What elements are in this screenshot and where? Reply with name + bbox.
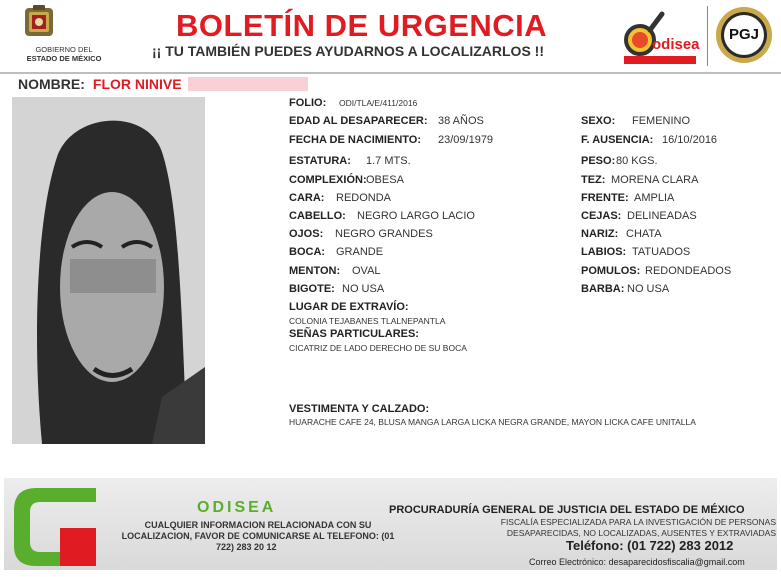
- hair-value: NEGRO LARGO LACIO: [357, 210, 475, 222]
- mouth-label: BOCA:: [289, 246, 326, 258]
- height-value: 1.7 MTS.: [366, 155, 411, 167]
- phone-number: Teléfono: (01 722) 283 2012: [566, 538, 734, 553]
- fiscalia-line-1: FISCALÍA ESPECIALIZADA PARA LA INVESTIGACIÓN DE PERSONAS: [500, 517, 776, 527]
- eye-redaction: [70, 259, 156, 293]
- mouth-value: GRANDE: [336, 246, 384, 258]
- complexion-tone-value: MORENA CLARA: [611, 174, 699, 186]
- bulletin-title: BOLETÍN DE URGENCIA: [176, 8, 548, 43]
- absence-date-value: 16/10/2016: [662, 134, 718, 146]
- complexion-tone-label: TEZ:: [581, 174, 606, 186]
- birthdate-value: 23/09/1979: [438, 134, 494, 146]
- name-row: [18, 76, 308, 92]
- birthdate-label: FECHA DE NACIMIENTO:: [289, 134, 421, 146]
- absence-date-label: F. AUSENCIA:: [581, 134, 654, 146]
- logo-divider: [707, 6, 708, 66]
- eyebrows-value: DELINEADAS: [627, 210, 697, 222]
- pgj-logo-text: PGJ: [728, 26, 759, 43]
- gov-logo-line-1: GOBIERNO DEL: [35, 45, 93, 54]
- chin-label: MENTON:: [289, 265, 341, 277]
- missing-person-photo: [12, 97, 205, 444]
- marks-label: SEÑAS PARTICULARES:: [289, 328, 419, 340]
- age-value: 38 AÑOS: [438, 115, 484, 127]
- bulletin-subtitle: ¡¡ TU TAMBIÉN PUEDES AYUDARNOS A LOCALIZARLOS !!: [152, 43, 544, 59]
- cheekbones-label: POMULOS:: [581, 265, 641, 277]
- fiscalia-name: [476, 517, 776, 538]
- build-value: OBESA: [366, 174, 404, 186]
- eyebrows-label: CEJAS:: [581, 210, 622, 222]
- mustache-value: NO USA: [342, 283, 385, 295]
- email-address[interactable]: desaparecidosfiscalia@gmail.com: [608, 557, 745, 567]
- weight-value: 80 KGS.: [616, 155, 658, 167]
- face-value: REDONDA: [336, 192, 392, 204]
- procuraduria-name: PROCURADURÍA GENERAL DE JUSTICIA DEL ESTADO DE MÉXICO: [389, 504, 745, 516]
- cheekbones-value: REDONDEADOS: [645, 265, 732, 277]
- mustache-label: BIGOTE:: [289, 283, 335, 295]
- email-row: [529, 557, 745, 567]
- g-logo-icon: [8, 480, 100, 570]
- place-value: COLONIA TEJABANES TLALNEPANTLA: [289, 316, 446, 326]
- chin-value: OVAL: [352, 265, 381, 277]
- height-label: ESTATURA:: [289, 155, 351, 167]
- age-label: EDAD AL DESAPARECER:: [289, 115, 428, 127]
- beard-value: NO USA: [627, 283, 670, 295]
- sex-value: FEMENINO: [632, 115, 691, 127]
- contact-line-1: CUALQUIER INFORMACION RELACIONADA CON SU: [144, 520, 372, 530]
- folio-value: ODI/TLA/E/411/2016: [339, 98, 418, 108]
- odisea-logo: [622, 6, 702, 66]
- sex-label: SEXO:: [581, 115, 616, 127]
- eyes-value: NEGRO GRANDES: [335, 228, 433, 240]
- name-label: NOMBRE:: [18, 76, 85, 92]
- contact-line-2: LOCALIZACION, FAVOR DE COMUNICARSE AL TELEFONO: (01: [121, 531, 395, 541]
- eyes-label: OJOS:: [289, 228, 324, 240]
- pgj-logo: [714, 5, 774, 65]
- clothing-value: HUARACHE CAFE 24, BLUSA MANGA LARGA LICKA NEGRA GRANDE, MAYON LICKA CAFE UNITALLA: [289, 417, 696, 427]
- forehead-value: AMPLIA: [634, 192, 675, 204]
- lips-label: LABIOS:: [581, 246, 627, 258]
- lips-value: TATUADOS: [632, 246, 691, 258]
- state-crest-icon: [22, 4, 56, 38]
- name-value: FLOR NINIVE: [92, 76, 182, 92]
- folio-label: FOLIO:: [289, 97, 327, 109]
- hair-label: CABELLO:: [289, 210, 346, 222]
- odisea-footer-title: ODISEA: [197, 499, 277, 516]
- fiscalia-line-2: DESAPARECIDAS, NO LOCALIZADAS, AUSENTES Y EXTRAVIADAS: [506, 527, 776, 538]
- gov-logo-line-2: ESTADO DE MÉXICO: [26, 54, 102, 63]
- nose-label: NARIZ:: [581, 228, 619, 240]
- odisea-logo-text: odisea: [652, 36, 700, 53]
- name-redaction: [188, 77, 308, 91]
- forehead-label: FRENTE:: [581, 192, 629, 204]
- marks-value: CICATRIZ DE LADO DERECHO DE SU BOCA: [289, 343, 467, 353]
- g-logo: [8, 480, 100, 570]
- contact-instructions: [108, 520, 408, 553]
- clothing-label: VESTIMENTA Y CALZADO:: [289, 403, 430, 415]
- build-label: COMPLEXIÓN:: [289, 174, 367, 186]
- government-logo: [22, 4, 106, 63]
- beard-label: BARBA:: [581, 283, 625, 295]
- weight-label: PESO:: [581, 155, 616, 167]
- face-label: CARA:: [289, 192, 325, 204]
- email-label: Correo Electrónico:: [529, 557, 607, 567]
- contact-line-3: 722) 283 20 12: [216, 542, 277, 552]
- nose-value: CHATA: [626, 228, 662, 240]
- place-label: LUGAR DE EXTRAVÍO:: [289, 301, 409, 313]
